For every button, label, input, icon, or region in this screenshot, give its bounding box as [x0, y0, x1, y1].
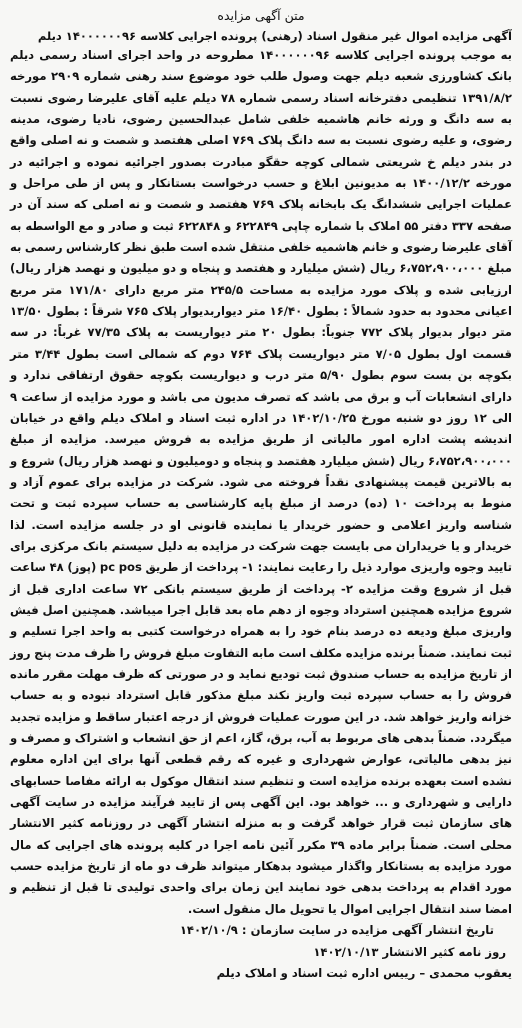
notice-subtitle: آگهی مزایده اموال غیر منقول اسناد (رهنی) پرونده اجرایی کلاسه ۱۴۰۰۰۰۰۰۹۶ دیلم	[37, 29, 512, 43]
newspaper-publish-date: روز نامه کثیر الانتشار ۱۴۰۲/۱۰/۱۳	[313, 944, 506, 959]
signature-line: یعقوب محمدی – رییس اداره ثبت اسناد و املاک دیلم	[216, 965, 512, 980]
notice-body	[10, 45, 512, 920]
notice-footer	[10, 920, 512, 984]
notice-body-text: به موجب پرونده اجرایی کلاسه ۱۴۰۰۰۰۰۰۹۶ مطروحه در واحد اجرای اسناد رسمی دیلم بانک کشاورزی شعبه دیلم جهت وصول طلب خود موضوع سند رهنی شماره ۲۹۰۹ مورخه ۱۳۹۱/۸/۲ تنظیمی دفترخانه اسناد رسمی شماره ۷۸ دیلم علیه آقای علیرضا رضوی نسبت به سه دانگ و ورثه خانم هاشمیه خلفی شامل عبدالحسین رضوی، نادیا رضوی، مدینه رضوی، و علیه رضوی نسبت به سه دانگ پلاک ۷۶۹ اصلی هفتصد و شصت و نه اصلی واقع در بندر دیلم خ شریعتی شمالی کوچه حقگو مبادرت بصدور اجرائیه نموده و اجرائیه در مورخه ۱۴۰۰/۱۲/۲ به مدیونین ابلاغ و حسب درخواست بستانکار و پس از طی مراحل و عملیات اجرایی ششدانگ یک بابخانه پلاک ۷۶۹ هفتصد و شصت و نه اصلی که سند آن در صفحه ۳۳۷ دفتر ۵۵ املاک با شماره چاپی ۶۲۲۸۴۹ و ۶۲۲۸۴۸ ثبت و صادر و مع الواسطه به آقای علیرضا رضوی و خانم هاشمیه خلفی منتقل شده است طبق نظر کارشناس رسمی به مبلغ ۶،۷۵۲،۹۰۰،۰۰۰ ریال (شش میلیارد و هفتصد و پنجاه و دو میلیون و نهصد هزار ریال) ارزیابی شده و پلاک مورد مزایده به مساحت ۲۴۵/۵ متر مربع دارای ۱۷۱/۸۰ متر مربع اعیانی محدود به حدود شمالاً : بطول ۱۶/۴۰ متر دیواربدیوار پلاک ۷۶۵ شرقاً : بطول ۱۳/۵۰ متر دیوار بدیوار پلاک ۷۷۲ جنوباً: بطول ۲۰ متر دیواریست به پلاک ۷۷/۳۵ غرباً: در سه قسمت اول بطول ۷/۰۵ متر دیواریست پلاک ۷۶۴ دوم که شمالی است بطول ۳/۴۴ متر بکوچه بن بست سوم بطول ۵/۹۰ متر درب و دیواریست بکوچه حقوق ارتفاقی ندارد و دارای انشعابات آب و برق می باشد که تصرف مدیون می باشد و مورد مزایده از ساعت ۹ الی ۱۲ روز دو شنبه مورخ ۱۴۰۲/۱۰/۲۵ در اداره ثبت اسناد و املاک دیلم واقع در خیابان اندیشه پشت اداره امور مالیاتی از طریق مزایده به فروش میرسد. مزایده از مبلغ ۶،۷۵۲،۹۰۰،۰۰۰ ریال (شش میلیارد هفتصد و پنجاه و دومیلیون و نهصد هزار ریال) شروع و به بالاترین قیمت پیشنهادی نقداً فروخته می شود. شرکت در مزایده برای عموم آزاد و منوط به پرداخت ۱۰ (ده) درصد از مبلغ پایه کارشناسی به حساب سپرده ثبت و تحت شناسه واریز اعلامی و حضور خریدار یا نماینده قانونی او در جلسه مزایده است. لذا خریدار و یا خریداران می بایست جهت شرکت در مزایده به دلیل سیستم بانک مرکزی برای تایید وجوه واریزی موارد ذیل را رعایت نمایند: ۱- پرداخت از طریق pc pos (پوز) ۴۸ ساعت قبل از شروع وقت مزایده ۲- پرداخت از طریق سیستم بانکی ۷۲ ساعت اداری قبل از شروع مزایده همچنین استرداد وجوه از دهم ماه بعد قابل اجرا میباشد. همچنین اصل فیش واریزی مبلغ ودیعه ده درصد بنام خود را به همراه درخواست کتبی به واحد اجرا تسلیم و ثبت نمایند. ضمناً برنده مزایده مکلف است مابه التفاوت مبلغ فروش را ظرف مدت پنج روز از تاریخ مزایده به حساب صندوق ثبت تودیع نماید و در صورتی که ظرف مهلت مقرر مانده فروش را به حساب سپرده ثبت واریز نکند مبلغ مذکور قابل استرداد نبوده و به حساب خزانه واریز خواهد شد. در این صورت عملیات فروش از درجه اعتبار ساقط و مزایده تجدید میگردد. ضمناً بدهی های مربوط به آب، برق، گاز، اعم از حق انشعاب و اشتراک و مصرف و نیز بدهی مالیاتی، عوارض شهرداری و غیره که رقم قطعی آنها برای این اداره معلوم نشده است بعهده برنده مزایده است و تنظیم سند انتقال موکول به ارائه مفاصا حسابهای دارایی و شهرداری و ... خواهد بود. این آگهی پس از تایید فرآیند مزایده در سایت آگهی های سازمان ثبت قرار خواهد گرفت و به منزله انتشار آگهی در روزنامه کثیر الانتشار محلی است. ضمناً برابر ماده ۳۹ مکرر آئین نامه اجرا در کلیه پرونده های اجرایی که مال مورد مزایده به بستانکار واگذار میشود بدهکار میتواند ظرف دو ماه از تاریخ مزایده حسب مورد اقدام به پرداخت بدهی خود نمایند این زمان برای واحدی تولیدی تا قبل از تنظیم و امضا سند انتقال اجرایی اموال یا تحویل مال منقول است.	[10, 48, 513, 916]
notice-title: متن آگهی مزایده	[217, 8, 305, 23]
site-publish-date: تاریخ انتشار آگهی مزایده در سایت سازمان : ۱۴۰۲/۱۰/۹	[179, 923, 494, 938]
